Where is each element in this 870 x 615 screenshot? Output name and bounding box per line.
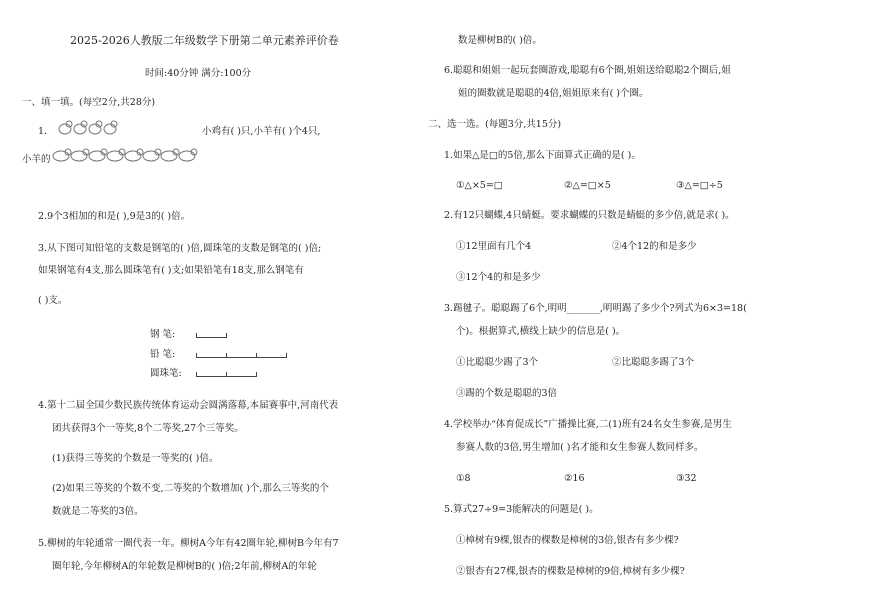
sheep-icon-row — [52, 146, 202, 169]
q3-line-1: 3.从下图可知铅笔的支数是钢笔的( )倍,圆珠笔的支数是钢笔的( )倍; — [38, 243, 322, 254]
chicken-icon-row — [58, 119, 120, 140]
q6-line-2: 姐的圈数就是聪聪的4倍,姐姐原来有( )个圈。 — [458, 88, 649, 99]
q3-line-2: 如果钢笔有4支,那么圆珠笔有( )支;如果铅笔有18支,那么钢笔有 — [38, 265, 304, 276]
c4-line-1: 4.学校举办“体育促成长”广播操比赛,二(1)班有24名女生参赛,是男生 — [444, 419, 732, 430]
c2-option-2: ②4个12的和是多少 — [612, 241, 697, 252]
c3-option-1: ①比聪聪少踢了3个 — [456, 357, 539, 368]
c1: 1.如果△是□的5倍,那么下面算式正确的是( )。 — [444, 150, 641, 161]
c5: 5.算式27÷9=3能解决的问题是( )。 — [444, 504, 599, 515]
c2-option-3: ③12个4的和是多少 — [456, 272, 541, 283]
c4-line-2: 参赛人数的3倍,男生增加( )名才能和女生参赛人数同样多。 — [456, 442, 704, 453]
c5-option-1: ①樟树有9棵,银杏的棵数是樟树的3倍,银杏有多少棵? — [456, 535, 679, 546]
q1-text: 小鸡有( )只,小羊有( )个4只, — [202, 126, 321, 137]
q4-sub-1: (1)获得三等奖的个数是一等奖的( )倍。 — [52, 453, 219, 464]
q4-line-2: 团共获得3个一等奖,8个二等奖,27个三等奖。 — [52, 423, 244, 434]
q5-line-1: 5.柳树的年轮通常一圈代表一年。柳树A今年有42圈年轮,柳树B今年有7 — [38, 538, 339, 549]
tick — [286, 353, 287, 358]
pencil-bar — [196, 353, 286, 358]
c2: 2.有12只蝴蝶,4只蜻蜓。要求蝴蝶的只数是蜻蜓的多少倍,就是求( )。 — [444, 210, 735, 221]
c3-option-3: ③踢的个数是聪聪的3倍 — [456, 388, 558, 399]
tick — [256, 353, 257, 358]
c4-option-3: ③32 — [676, 473, 697, 484]
tick — [226, 372, 227, 377]
q4-line-1: 4.第十二届全国少数民族传统体育运动会圆满落幕,本届赛事中,河南代表 — [38, 400, 339, 411]
q2: 2.9个3相加的和是( ),9是3的( )倍。 — [38, 211, 191, 222]
c5-option-2: ②银杏有27棵,银杏的棵数是樟树的9倍,樟树有多少棵? — [456, 566, 685, 577]
q4-sub-2: (2)如果三等奖的个数不变,二等奖的个数增加( )个,那么三等奖的个 — [52, 483, 329, 494]
q4-sub-2b: 数就是二等奖的3倍。 — [52, 506, 144, 517]
c4-option-1: ①8 — [456, 473, 471, 484]
page-title: 2025-2026人教版二年级数学下册第二单元素养评价卷 — [70, 34, 339, 47]
c1-option-2: ②△=□×5 — [564, 180, 611, 191]
label-pen: 钢 笔: — [150, 329, 176, 340]
c1-option-3: ③△=□÷5 — [676, 180, 723, 191]
section-1-heading: 一、填一填。(每空2分,共28分) — [22, 97, 156, 108]
section-2-heading: 二、选一选。(每题3分,共15分) — [428, 119, 562, 130]
tick — [226, 353, 227, 358]
q5-line-2: 圈年轮,今年柳树A的年轮数是柳树B的( )倍;2年前,柳树A的年轮 — [52, 561, 317, 572]
pen-bar — [196, 333, 226, 338]
tick — [196, 333, 197, 338]
q5-line-3: 数是柳树B的( )倍。 — [458, 35, 542, 46]
c3-line-1: 3.踢毽子。聪聪踢了6个,明明_______,明明踢了多少个?列式为6×3=18( — [444, 303, 747, 314]
time-score: 时间:40分钟 满分:100分 — [145, 68, 252, 79]
q3-line-3: ( )支。 — [38, 295, 68, 306]
q1-number: 1. — [38, 126, 48, 137]
q6-line-1: 6.聪聪和姐姐一起玩套圈游戏,聪聪有6个圈,姐姐送给聪聪2个圈后,姐 — [444, 65, 731, 76]
tick — [226, 333, 227, 338]
c3-option-2: ②比聪聪多踢了3个 — [612, 357, 695, 368]
label-pencil: 铅 笔: — [150, 349, 176, 360]
c2-option-1: ①12里面有几个4 — [456, 241, 532, 252]
c3-line-2: 个)。根据算式,横线上缺少的信息是( )。 — [456, 326, 626, 337]
label-ballpen: 圆珠笔: — [150, 368, 182, 379]
c1-option-1: ①△×5=□ — [456, 180, 503, 191]
tick — [196, 353, 197, 358]
c4-option-2: ②16 — [564, 473, 585, 484]
tick — [256, 372, 257, 377]
q1-text-2: 小羊的 — [22, 154, 51, 165]
tick — [196, 372, 197, 377]
